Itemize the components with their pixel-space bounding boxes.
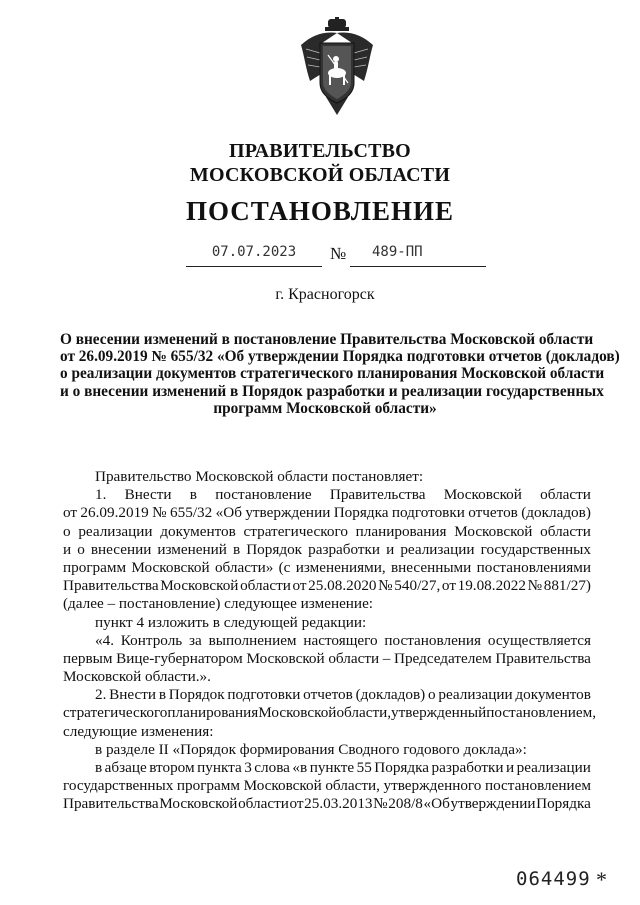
word: «4. xyxy=(95,631,114,649)
word: государственных xyxy=(480,540,591,558)
word: планирования xyxy=(167,704,259,722)
word: выполнением xyxy=(208,631,297,649)
word: Порядок xyxy=(246,540,303,558)
word: Председателем xyxy=(394,649,492,667)
word: и xyxy=(386,540,395,558)
word: разработки xyxy=(431,759,504,776)
word: за xyxy=(189,631,202,649)
word: стратегического xyxy=(243,522,348,540)
government-name-line2: МОСКОВСКОЙ ОБЛАСТИ xyxy=(189,164,451,186)
title-line: о реализации документов стратегического планирования Московской области xyxy=(60,365,605,383)
word: внесении xyxy=(90,540,152,558)
word: Московской xyxy=(454,522,533,540)
title-line: О внесении изменений в постановление Правительства Московской области xyxy=(60,331,594,348)
body-line: Московской области.». xyxy=(63,668,211,686)
word: государственных xyxy=(63,777,174,795)
word: утвержденного xyxy=(383,777,482,795)
word: 881/27) xyxy=(543,577,591,595)
word: о xyxy=(428,686,436,704)
word: области xyxy=(240,577,291,595)
word: 25.03.2013 xyxy=(304,795,373,813)
body-line: следующие изменения: xyxy=(63,722,214,740)
word: постановлениями xyxy=(476,558,591,576)
word: Порядок xyxy=(168,686,225,704)
word: Контроль xyxy=(120,631,183,649)
word: документов xyxy=(160,522,236,540)
body-line xyxy=(63,523,591,541)
word: изменений xyxy=(157,540,227,558)
word: 55 xyxy=(356,759,372,776)
word: № xyxy=(373,795,388,813)
word: области xyxy=(328,649,380,667)
word: «Об xyxy=(423,795,450,813)
word: «Об xyxy=(215,504,242,522)
word: программ xyxy=(63,558,127,576)
word: от xyxy=(289,795,304,813)
word: «в xyxy=(292,759,308,776)
word: № xyxy=(527,577,543,595)
word: 1. xyxy=(95,486,107,504)
resolution-body xyxy=(63,468,597,814)
body-line xyxy=(63,650,591,668)
word: реализации xyxy=(438,686,513,704)
word: осуществляется xyxy=(487,631,591,649)
word: Внести xyxy=(124,486,172,504)
word: втором xyxy=(149,759,195,776)
word: о xyxy=(77,540,85,558)
word: утвержденный xyxy=(391,704,487,722)
word: 19.08.2022 xyxy=(457,577,526,595)
body-line xyxy=(63,777,591,795)
word: области» xyxy=(214,558,274,576)
word: утверждении xyxy=(450,795,536,813)
document-serial-number: 064499 xyxy=(516,868,591,890)
word: Правительства xyxy=(329,486,426,504)
word: Московской xyxy=(160,577,239,595)
body-line xyxy=(63,486,591,504)
word: документов xyxy=(515,686,591,704)
word: области, xyxy=(325,777,380,795)
word: 655/32 xyxy=(170,504,213,522)
title-line: от 26.09.2019 № 655/32 «Об утверждении Порядка подготовки отчетов (докладов) xyxy=(60,348,620,366)
body-line xyxy=(63,795,591,813)
word: подготовки xyxy=(227,686,301,704)
word: Правительства xyxy=(495,649,591,667)
word: отчетов xyxy=(303,686,353,704)
government-name-line1: ПРАВИТЕЛЬСТВО xyxy=(229,140,411,162)
word: планирования xyxy=(355,522,447,540)
word: – xyxy=(382,649,391,667)
word: Московской xyxy=(443,486,522,504)
word: от xyxy=(63,504,78,522)
word: Московской xyxy=(243,777,322,795)
word: 2. xyxy=(95,686,107,704)
word: Порядка xyxy=(333,504,389,522)
title-line: и о внесении изменений в Порядок разработки и реализации государственных xyxy=(60,382,604,400)
word: внесенными xyxy=(390,558,472,576)
body-line: Правительство Московской области постановляет: xyxy=(95,468,424,485)
word: (докладов) xyxy=(355,686,426,704)
word: пункта xyxy=(197,759,242,776)
word: (докладов) xyxy=(521,504,591,522)
word: отчетов xyxy=(468,504,518,522)
word: Порядка xyxy=(536,795,591,813)
body-line: в разделе II «Порядок формирования Сводного годового доклада»: xyxy=(95,740,527,758)
word: Вице-губернатором xyxy=(116,649,243,667)
word: 208/8 xyxy=(388,795,423,813)
word: утверждении xyxy=(245,504,331,522)
word: Московской xyxy=(258,704,337,722)
word: (с xyxy=(278,558,291,576)
word: в xyxy=(158,686,167,704)
word: первым xyxy=(63,649,113,667)
word: Московской xyxy=(159,795,238,813)
body-line xyxy=(63,632,591,650)
body-line: (далее – постановление) следующее изменение: xyxy=(63,595,374,613)
body-line xyxy=(63,504,591,522)
word: от xyxy=(292,577,307,595)
word: от xyxy=(441,577,456,595)
body-line xyxy=(63,577,591,595)
word: абзаце xyxy=(104,759,147,776)
document-type-heading: ПОСТАНОВЛЕНИЕ xyxy=(185,196,455,226)
word: Московской xyxy=(246,649,325,667)
word: подготовки xyxy=(391,504,465,522)
body-line: пункт 4 изложить в следующей редакции: xyxy=(95,613,367,631)
word: разработки xyxy=(308,540,381,558)
body-line xyxy=(63,559,591,577)
coat-of-arms-emblem xyxy=(298,17,376,117)
title-line: программ Московской области» xyxy=(213,399,437,417)
body-line xyxy=(63,704,597,722)
word: в xyxy=(95,759,103,776)
word: области xyxy=(540,522,591,540)
word: настоящего xyxy=(303,631,378,649)
word: области xyxy=(238,795,289,813)
word: Правительства xyxy=(63,577,159,595)
word: реализации xyxy=(78,522,153,540)
word: Внести xyxy=(109,686,157,704)
word: 3 xyxy=(244,759,252,776)
city-name: г. Красногорск xyxy=(275,286,375,303)
word: 25.08.2020 xyxy=(308,577,377,595)
word: и xyxy=(505,759,515,776)
word: реализации xyxy=(400,540,475,558)
word: стратегического xyxy=(63,704,168,722)
document-date: 07.07.2023 xyxy=(186,244,322,267)
word: постановление xyxy=(215,486,312,504)
body-line xyxy=(63,541,591,559)
word: Правительства xyxy=(63,795,159,813)
word: слова xyxy=(254,759,290,776)
body-line xyxy=(63,759,591,777)
word: программ xyxy=(176,777,240,795)
word: постановлением, xyxy=(486,704,597,722)
word: пункте xyxy=(309,759,355,776)
word: № xyxy=(152,504,167,522)
word: Порядка xyxy=(374,759,430,776)
word: постановлением xyxy=(484,777,591,795)
number-sign: № xyxy=(330,244,347,263)
word: 540/27, xyxy=(394,577,441,595)
word: Московской xyxy=(131,558,210,576)
word: 26.09.2019 xyxy=(80,504,149,522)
resolution-title xyxy=(60,331,620,417)
word: реализации xyxy=(516,759,591,776)
word: области xyxy=(540,486,591,504)
word: в xyxy=(232,540,241,558)
asterisk-mark: * xyxy=(596,867,607,892)
word: и xyxy=(63,540,72,558)
word: о xyxy=(63,522,71,540)
word: в xyxy=(189,486,197,504)
body-line xyxy=(63,686,591,704)
word: № xyxy=(378,577,393,595)
word: изменениями, xyxy=(295,558,386,576)
document-number: 489-ПП xyxy=(350,244,486,267)
word: области, xyxy=(336,704,392,722)
word: постановления xyxy=(384,631,482,649)
